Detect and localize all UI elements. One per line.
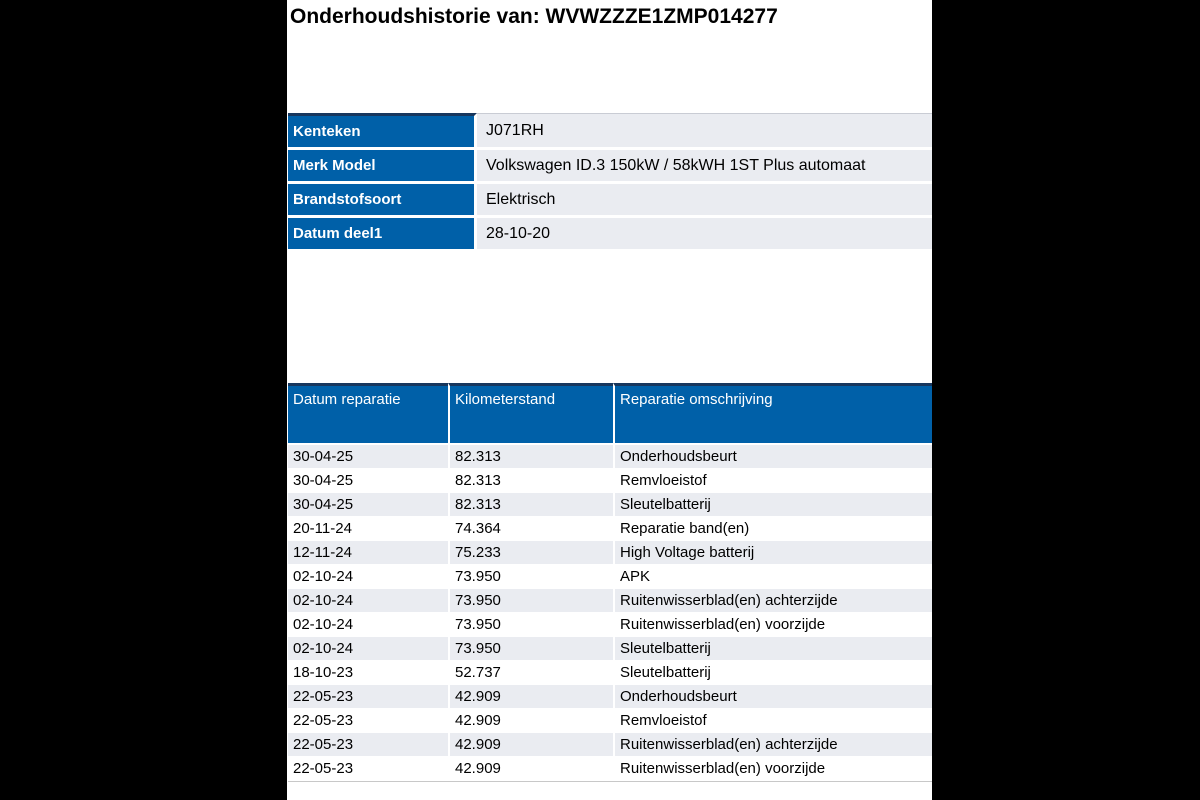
repair-description-cell: Onderhoudsbeurt xyxy=(613,685,932,709)
repair-odometer-cell: 42.909 xyxy=(448,733,613,757)
repair-date-cell: 02-10-24 xyxy=(288,613,448,637)
repair-date-cell: 30-04-25 xyxy=(288,469,448,493)
repair-history-row xyxy=(288,565,932,589)
repair-description-cell: Remvloeistof xyxy=(613,469,932,493)
vehicle-info-value: 28-10-20 xyxy=(477,218,932,249)
repair-odometer-cell: 42.909 xyxy=(448,709,613,733)
vehicle-info-row xyxy=(288,184,932,215)
column-header-kilometerstand: Kilometerstand xyxy=(448,383,613,445)
repair-odometer-cell: 42.909 xyxy=(448,757,613,781)
repair-date-cell: 02-10-24 xyxy=(288,589,448,613)
repair-history-row xyxy=(288,709,932,733)
repair-date-cell: 22-05-23 xyxy=(288,733,448,757)
repair-history-row xyxy=(288,517,932,541)
repair-date-cell: 12-11-24 xyxy=(288,541,448,565)
repair-description-cell: High Voltage batterij xyxy=(613,541,932,565)
repair-odometer-cell: 73.950 xyxy=(448,637,613,661)
repair-description-cell: Ruitenwisserblad(en) voorzijde xyxy=(613,757,932,781)
repair-description-cell: Ruitenwisserblad(en) achterzijde xyxy=(613,733,932,757)
repair-date-cell: 02-10-24 xyxy=(288,565,448,589)
repair-odometer-cell: 75.233 xyxy=(448,541,613,565)
repair-odometer-cell: 73.950 xyxy=(448,565,613,589)
column-header-datum-reparatie: Datum reparatie xyxy=(288,383,448,445)
repair-odometer-cell: 42.909 xyxy=(448,685,613,709)
vehicle-info-row xyxy=(288,113,932,147)
repair-history-row xyxy=(288,613,932,637)
repair-date-cell: 30-04-25 xyxy=(288,445,448,469)
repair-history-row xyxy=(288,661,932,685)
repair-history-row xyxy=(288,589,932,613)
repair-description-cell: Sleutelbatterij xyxy=(613,637,932,661)
vehicle-info-value: J071RH xyxy=(477,113,932,147)
repair-date-cell: 22-05-23 xyxy=(288,757,448,781)
repair-odometer-cell: 73.950 xyxy=(448,589,613,613)
repair-history-table xyxy=(288,383,932,782)
repair-odometer-cell: 73.950 xyxy=(448,613,613,637)
vehicle-info-label: Merk Model xyxy=(288,150,477,181)
repair-table-header-row xyxy=(288,383,932,445)
repair-odometer-cell: 74.364 xyxy=(448,517,613,541)
repair-description-cell: Remvloeistof xyxy=(613,709,932,733)
repair-odometer-cell: 82.313 xyxy=(448,469,613,493)
repair-history-row xyxy=(288,757,932,781)
repair-description-cell: Ruitenwisserblad(en) voorzijde xyxy=(613,613,932,637)
repair-date-cell: 22-05-23 xyxy=(288,685,448,709)
vehicle-info-value: Volkswagen ID.3 150kW / 58kWH 1ST Plus automaat xyxy=(477,150,932,181)
repair-description-cell: Sleutelbatterij xyxy=(613,493,932,517)
vehicle-info-row xyxy=(288,218,932,249)
repair-description-cell: Ruitenwisserblad(en) achterzijde xyxy=(613,589,932,613)
column-header-reparatie-omschrijving: Reparatie omschrijving xyxy=(613,383,932,445)
repair-description-cell: Onderhoudsbeurt xyxy=(613,445,932,469)
page-title: Onderhoudshistorie van: WVWZZZE1ZMP014277 xyxy=(290,5,778,28)
repair-description-cell: APK xyxy=(613,565,932,589)
repair-date-cell: 18-10-23 xyxy=(288,661,448,685)
report-page xyxy=(287,0,932,800)
vehicle-info-value: Elektrisch xyxy=(477,184,932,215)
repair-history-row xyxy=(288,469,932,493)
repair-history-row xyxy=(288,733,932,757)
repair-odometer-cell: 82.313 xyxy=(448,445,613,469)
repair-history-row xyxy=(288,445,932,469)
repair-description-cell: Reparatie band(en) xyxy=(613,517,932,541)
vehicle-info-label: Brandstofsoort xyxy=(288,184,477,215)
repair-description-cell: Sleutelbatterij xyxy=(613,661,932,685)
repair-date-cell: 30-04-25 xyxy=(288,493,448,517)
repair-history-row xyxy=(288,637,932,661)
repair-history-row xyxy=(288,685,932,709)
repair-date-cell: 02-10-24 xyxy=(288,637,448,661)
repair-history-row xyxy=(288,493,932,517)
vehicle-info-table xyxy=(288,110,932,252)
vehicle-info-label: Datum deel1 xyxy=(288,218,477,249)
vehicle-info-row xyxy=(288,150,932,181)
repair-odometer-cell: 82.313 xyxy=(448,493,613,517)
repair-history-row xyxy=(288,541,932,565)
repair-date-cell: 22-05-23 xyxy=(288,709,448,733)
vehicle-info-label: Kenteken xyxy=(288,113,477,147)
repair-odometer-cell: 52.737 xyxy=(448,661,613,685)
repair-date-cell: 20-11-24 xyxy=(288,517,448,541)
